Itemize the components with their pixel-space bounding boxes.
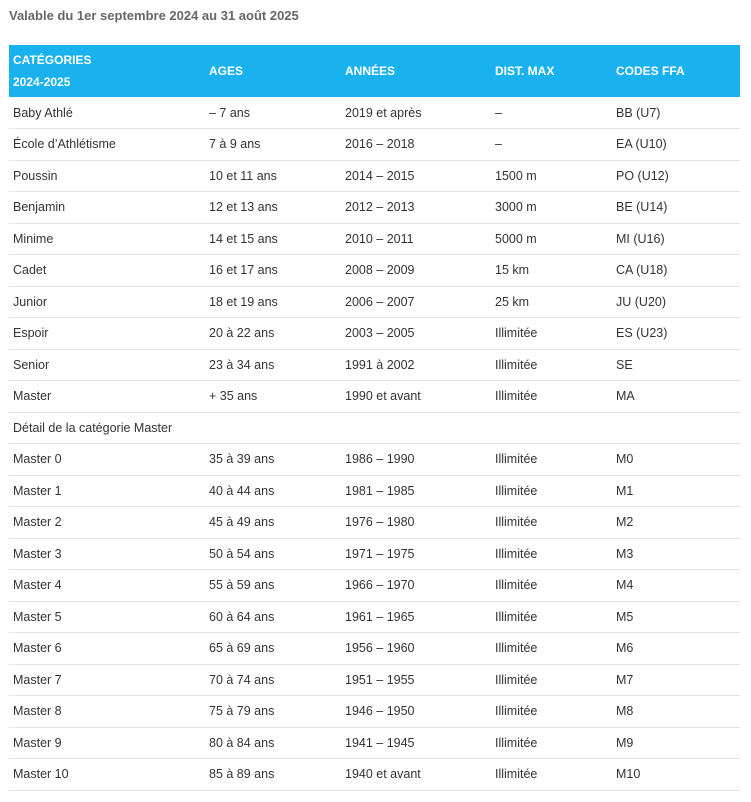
table-row — [9, 412, 740, 444]
table-row — [9, 633, 740, 665]
cell-category: Master — [13, 389, 52, 404]
table-row — [9, 160, 740, 192]
cell-ffa-code: M7 — [616, 672, 634, 687]
cell-years: 1990 et avant — [345, 389, 421, 404]
cell-ffa-code: M6 — [616, 641, 634, 656]
cell-category: Baby Athlé — [13, 105, 73, 120]
cell-ages: 40 à 44 ans — [209, 483, 275, 498]
cell-ages: 75 à 79 ans — [209, 704, 275, 719]
cell-ages: 60 à 64 ans — [209, 609, 275, 624]
cell-ages: 12 et 13 ans — [209, 200, 278, 215]
cell-category: Senior — [13, 357, 50, 372]
cell-max-distance — [491, 412, 612, 444]
table-row — [9, 601, 740, 633]
cell-ages: 7 à 9 ans — [209, 137, 261, 152]
column-header-max-distance — [491, 45, 612, 97]
cell-ages: + 35 ans — [209, 389, 258, 404]
cell-years: 1941 – 1945 — [345, 735, 415, 750]
cell-category: Master 1 — [13, 483, 62, 498]
cell-ages: – 7 ans — [209, 105, 251, 120]
cell-max-distance: Illimitée — [495, 357, 538, 372]
cell-max-distance: Illimitée — [495, 609, 538, 624]
table-row — [9, 192, 740, 224]
cell-years: 2010 – 2011 — [345, 231, 414, 246]
cell-ffa-code: M0 — [616, 452, 634, 467]
cell-years — [341, 412, 491, 444]
cell-years: 2012 – 2013 — [345, 200, 415, 215]
cell-ages: 80 à 84 ans — [209, 735, 275, 750]
cell-category: Master 6 — [13, 641, 62, 656]
cell-category: Master 10 — [13, 767, 69, 782]
table-row — [9, 570, 740, 602]
cell-ffa-code: BE (U14) — [616, 200, 668, 215]
cell-ffa-code: SE — [616, 357, 633, 372]
validity-note: Valable du 1er septembre 2024 au 31 août 2025 — [9, 8, 299, 23]
cell-max-distance: Illimitée — [495, 515, 538, 530]
column-header-text: CATÉGORIES — [13, 53, 92, 67]
table-row — [9, 538, 740, 570]
column-header-years — [341, 45, 491, 97]
column-header-text: DIST. MAX — [495, 64, 555, 78]
cell-max-distance: Illimitée — [495, 735, 538, 750]
cell-max-distance: 1500 m — [495, 168, 537, 183]
cell-category: Détail de la catégorie Master — [13, 420, 173, 435]
cell-category: Master 5 — [13, 609, 62, 624]
cell-years: 2006 – 2007 — [345, 294, 415, 309]
table-row — [9, 759, 740, 791]
cell-years: 1946 – 1950 — [345, 704, 415, 719]
column-header-text: 2024-2025 — [13, 75, 71, 89]
cell-max-distance: Illimitée — [495, 546, 538, 561]
cell-years: 1976 – 1980 — [345, 515, 415, 530]
cell-years: 1971 – 1975 — [345, 546, 415, 561]
cell-max-distance: Illimitée — [495, 326, 538, 341]
table-row — [9, 97, 740, 129]
cell-max-distance: Illimitée — [495, 672, 538, 687]
cell-ffa-code: M1 — [616, 483, 634, 498]
cell-category: Poussin — [13, 168, 58, 183]
cell-ages: 10 et 11 ans — [209, 168, 277, 183]
cell-category: Master 7 — [13, 672, 62, 687]
cell-category: Junior — [13, 294, 48, 309]
cell-ffa-code: M10 — [616, 767, 641, 782]
cell-max-distance: Illimitée — [495, 483, 538, 498]
table-row — [9, 129, 740, 161]
cell-years: 1981 – 1985 — [345, 483, 415, 498]
cell-category: Master 2 — [13, 515, 62, 530]
cell-ffa-code: M8 — [616, 704, 634, 719]
cell-years: 2003 – 2005 — [345, 326, 415, 341]
table-row — [9, 255, 740, 287]
cell-years: 2019 et après — [345, 105, 422, 120]
cell-category: Cadet — [13, 263, 47, 278]
cell-max-distance: Illimitée — [495, 704, 538, 719]
cell-max-distance: 5000 m — [495, 231, 537, 246]
header-row — [9, 45, 740, 97]
cell-years: 2008 – 2009 — [345, 263, 415, 278]
column-header-ffa-code — [612, 45, 740, 97]
cell-ffa-code — [612, 412, 740, 444]
table-row — [9, 349, 740, 381]
cell-ages: 14 et 15 ans — [209, 231, 278, 246]
cell-category: Benjamin — [13, 200, 66, 215]
cell-max-distance: Illimitée — [495, 389, 538, 404]
categories-table — [9, 45, 740, 791]
cell-ages: 85 à 89 ans — [209, 767, 275, 782]
cell-ffa-code: BB (U7) — [616, 105, 661, 120]
cell-years: 1986 – 1990 — [345, 452, 415, 467]
cell-ffa-code: CA (U18) — [616, 263, 668, 278]
cell-ffa-code: PO (U12) — [616, 168, 669, 183]
cell-ffa-code: EA (U10) — [616, 137, 667, 152]
cell-max-distance: 15 km — [495, 263, 530, 278]
cell-ages: 23 à 34 ans — [209, 357, 275, 372]
cell-ffa-code: M4 — [616, 578, 634, 593]
table-row — [9, 696, 740, 728]
cell-ages: 16 et 17 ans — [209, 263, 278, 278]
cell-ffa-code: MA — [616, 389, 635, 404]
table-body — [9, 97, 740, 790]
cell-category: Master 3 — [13, 546, 62, 561]
column-header-text: AGES — [209, 64, 244, 78]
cell-category: Master 0 — [13, 452, 62, 467]
cell-category: Master 8 — [13, 704, 62, 719]
cell-years: 1940 et avant — [345, 767, 421, 782]
table-row — [9, 475, 740, 507]
cell-ages: 18 et 19 ans — [209, 294, 278, 309]
cell-years: 1956 – 1960 — [345, 641, 415, 656]
cell-max-distance: Illimitée — [495, 641, 538, 656]
cell-category: Master 9 — [13, 735, 62, 750]
column-header-category — [9, 45, 205, 97]
cell-ffa-code: M2 — [616, 515, 634, 530]
cell-ages: 70 à 74 ans — [209, 672, 275, 687]
cell-category: Minime — [13, 231, 54, 246]
cell-max-distance: 25 km — [495, 294, 530, 309]
table-row — [9, 727, 740, 759]
table-row — [9, 664, 740, 696]
cell-ffa-code: ES (U23) — [616, 326, 668, 341]
cell-ages: 35 à 39 ans — [209, 452, 275, 467]
column-header-text: CODES FFA — [616, 64, 685, 78]
cell-max-distance: Illimitée — [495, 578, 538, 593]
cell-years: 1961 – 1965 — [345, 609, 415, 624]
cell-years: 2014 – 2015 — [345, 168, 415, 183]
cell-ages: 65 à 69 ans — [209, 641, 275, 656]
cell-ages: 50 à 54 ans — [209, 546, 275, 561]
cell-ages: 55 à 59 ans — [209, 578, 275, 593]
cell-max-distance: 3000 m — [495, 200, 537, 215]
table-row — [9, 507, 740, 539]
cell-years: 1966 – 1970 — [345, 578, 415, 593]
cell-ffa-code: MI (U16) — [616, 231, 665, 246]
cell-ffa-code: M5 — [616, 609, 634, 624]
table-row — [9, 318, 740, 350]
table-row — [9, 444, 740, 476]
table-row — [9, 381, 740, 413]
cell-max-distance: – — [495, 137, 502, 152]
cell-ages: 45 à 49 ans — [209, 515, 275, 530]
cell-category: Espoir — [13, 326, 49, 341]
cell-max-distance: – — [495, 105, 502, 120]
table-row — [9, 223, 740, 255]
cell-max-distance: Illimitée — [495, 452, 538, 467]
cell-ffa-code: JU (U20) — [616, 294, 667, 309]
cell-years: 1951 – 1955 — [345, 672, 415, 687]
cell-ffa-code: M9 — [616, 735, 634, 750]
column-header-text: ANNÉES — [345, 64, 396, 78]
cell-ages — [205, 412, 341, 444]
cell-ages: 20 à 22 ans — [209, 326, 275, 341]
table-row — [9, 286, 740, 318]
cell-category: École d’Athlétisme — [13, 137, 116, 152]
cell-category: Master 4 — [13, 578, 62, 593]
cell-years: 2016 – 2018 — [345, 137, 415, 152]
column-header-ages — [205, 45, 341, 97]
table-header — [9, 45, 740, 97]
cell-max-distance: Illimitée — [495, 767, 538, 782]
cell-ffa-code: M3 — [616, 546, 634, 561]
cell-years: 1991 à 2002 — [345, 357, 415, 372]
